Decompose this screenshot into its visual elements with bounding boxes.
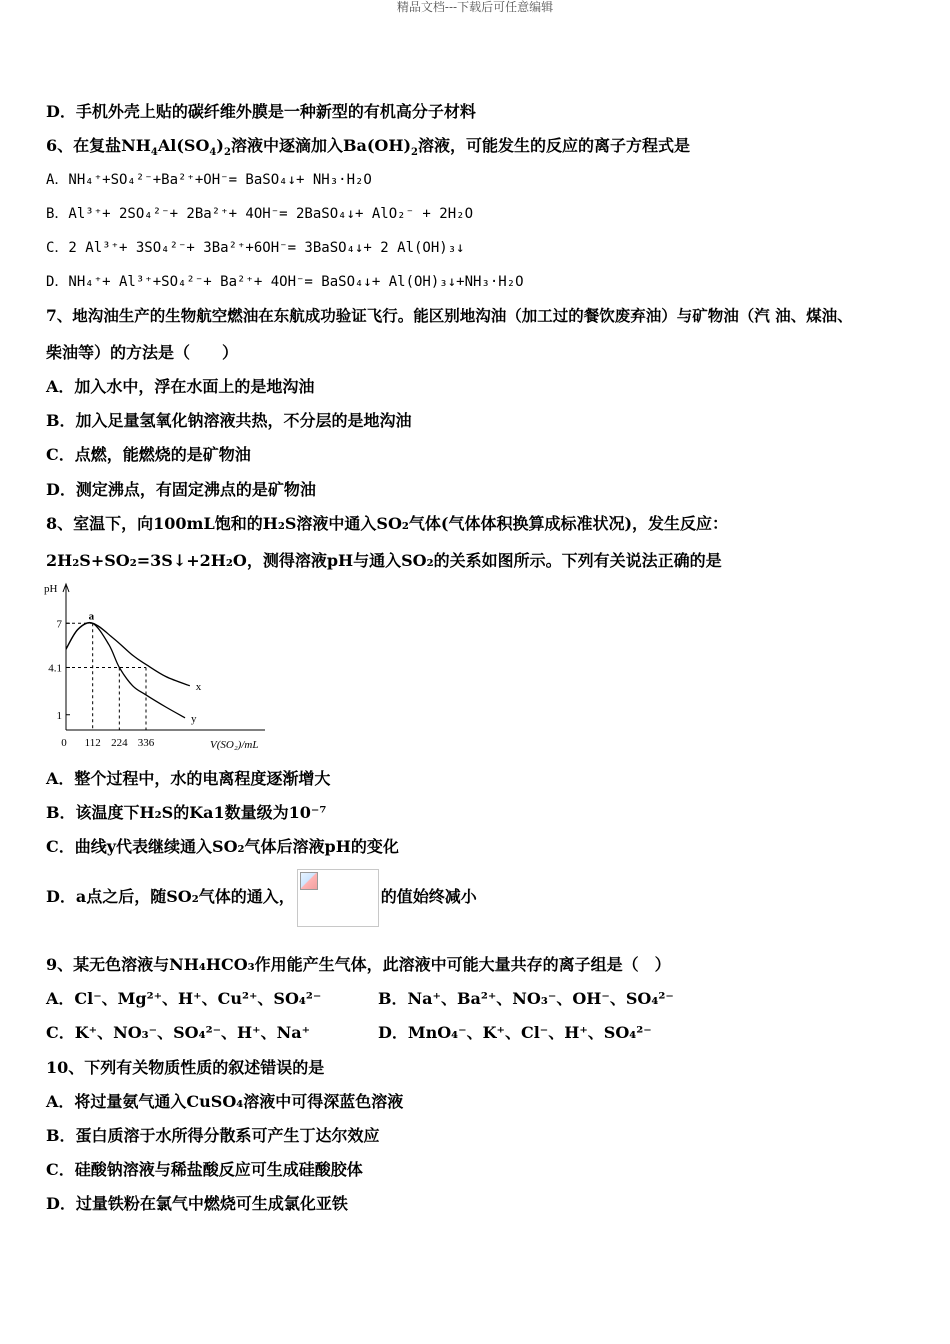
q9-option-d: D．MnO₄⁻、K⁺、Cl⁻、H⁺、SO₄²⁻ <box>378 1023 652 1042</box>
series-curve-x <box>66 623 190 686</box>
x-tick-label: 336 <box>137 737 155 749</box>
q6-option-a: A．NH₄⁺+SO₄²⁻+Ba²⁺+OH⁻= BaSO₄↓+ NH₃·H₂O <box>46 172 372 188</box>
y-axis-label: pH <box>44 583 58 595</box>
q6-sub: 4 <box>209 147 217 159</box>
point-a-label: a <box>88 610 95 623</box>
q8-option-a: A．整个过程中，水的电离程度逐渐增大 <box>46 769 331 788</box>
q9-option-a: A．Cl⁻、Mg²⁺、H⁺、Cu²⁺、SO₄²⁻ <box>46 989 322 1008</box>
q7-option-b: B．加入足量氢氧化钠溶液共热，不分层的是地沟油 <box>46 411 412 430</box>
q6-stem-e: 溶液，可能发生的反应的离子方程式是 <box>418 136 691 155</box>
broken-image-placeholder <box>297 869 379 927</box>
x-tick-label: 112 <box>84 737 101 749</box>
q10-option-a: A．将过量氨气通入CuSO₄溶液中可得深蓝色溶液 <box>46 1092 404 1111</box>
q6-stem-b: Al(SO <box>157 136 210 155</box>
q7-stem-line1: 7、地沟油生产的生物航空燃油在东航成功验证飞行。能区别地沟油（加工过的餐饮废弃油）与矿物油（汽 油、煤油、 <box>46 306 853 325</box>
q6-stem-d: 溶液中逐滴加入Ba(OH) <box>230 136 412 155</box>
q6-option-d: D．NH₄⁺+ Al³⁺+SO₄²⁻+ Ba²⁺+ 4OH⁻= BaSO₄↓+ Al(OH)₃↓+NH₃·H₂O <box>46 274 524 290</box>
q10-option-b: B．蛋白质溶于水所得分散系可产生丁达尔效应 <box>46 1126 380 1145</box>
q8-option-d-before: D．a点之后，随SO₂气体的通入， <box>46 887 295 906</box>
q10-option-d: D．过量铁粉在氯气中燃烧可生成氯化亚铁 <box>46 1194 348 1213</box>
q9-option-b: B．Na⁺、Ba²⁺、NO₃⁻、OH⁻、SO₄²⁻ <box>378 989 674 1008</box>
q6-stem-c: ) <box>216 136 224 155</box>
y-tick-label: 1 <box>56 709 62 722</box>
y-tick-label: 7 <box>56 618 62 631</box>
x-tick-label: 224 <box>111 737 128 749</box>
ph-chart <box>40 580 280 755</box>
q6-sub: 4 <box>150 147 158 159</box>
x-axis-label: V(SO₂)/mL <box>210 739 259 751</box>
q8-stem-line2: 2H₂S+SO₂=3S↓+2H₂O，测得溶液pH与通入SO₂的关系如图所示。下列有关说法正确的是 <box>46 551 722 570</box>
series-curve-y <box>66 622 185 717</box>
q5-option-d: D．手机外壳上贴的碳纤维外膜是一种新型的有机高分子材料 <box>46 102 476 121</box>
q6-stem <box>46 135 690 157</box>
series-label-y: y <box>191 712 197 725</box>
q6-sub: 2 <box>223 147 231 159</box>
q8-option-d-after: 的值始终减小 <box>380 887 477 906</box>
q10-stem: 10、下列有关物质性质的叙述错误的是 <box>46 1058 325 1077</box>
y-tick-label: 4.1 <box>48 662 62 675</box>
q6-sub: 2 <box>411 147 418 159</box>
q6-stem-a: 6、在复盐NH <box>46 136 151 155</box>
series-label-x: x <box>195 680 202 693</box>
q6-option-b: B．Al³⁺+ 2SO₄²⁻+ 2Ba²⁺+ 4OH⁻= 2BaSO₄↓+ AlO₂⁻ + 2H₂O <box>46 206 474 222</box>
q7-option-c: C．点燃，能燃烧的是矿物油 <box>46 445 251 464</box>
q8-stem-line1: 8、室温下，向100mL饱和的H₂S溶液中通入SO₂气体(气体体积换算成标准状况)，发生反应： <box>46 514 729 533</box>
q7-stem-line2: 柴油等）的方法是（ ） <box>46 343 239 362</box>
q10-option-c: C．硅酸钠溶液与稀盐酸反应可生成硅酸胶体 <box>46 1160 363 1179</box>
q9-stem: 9、某无色溶液与NH₄HCO₃作用能产生气体，此溶液中可能大量共存的离子组是（ ） <box>46 955 671 974</box>
q7-option-a: A．加入水中，浮在水面上的是地沟油 <box>46 377 315 396</box>
q7-option-d: D．测定沸点，有固定沸点的是矿物油 <box>46 480 316 499</box>
broken-image-icon <box>300 872 318 890</box>
q8-option-c: C．曲线y代表继续通入SO₂气体后溶液pH的变化 <box>46 837 399 856</box>
q8-option-b: B．该温度下H₂S的Ka1数量级为10⁻⁷ <box>46 803 327 822</box>
x-tick-label: 0 <box>61 737 67 749</box>
q6-option-c: C．2 Al³⁺+ 3SO₄²⁻+ 3Ba²⁺+6OH⁻= 3BaSO₄↓+ 2 Al(OH)₃↓ <box>46 240 465 256</box>
page-header: 精品文档---下载后可任意编辑 <box>396 0 554 14</box>
q9-option-c: C．K⁺、NO₃⁻、SO₄²⁻、H⁺、Na⁺ <box>46 1023 311 1042</box>
q8-option-d <box>46 868 477 927</box>
